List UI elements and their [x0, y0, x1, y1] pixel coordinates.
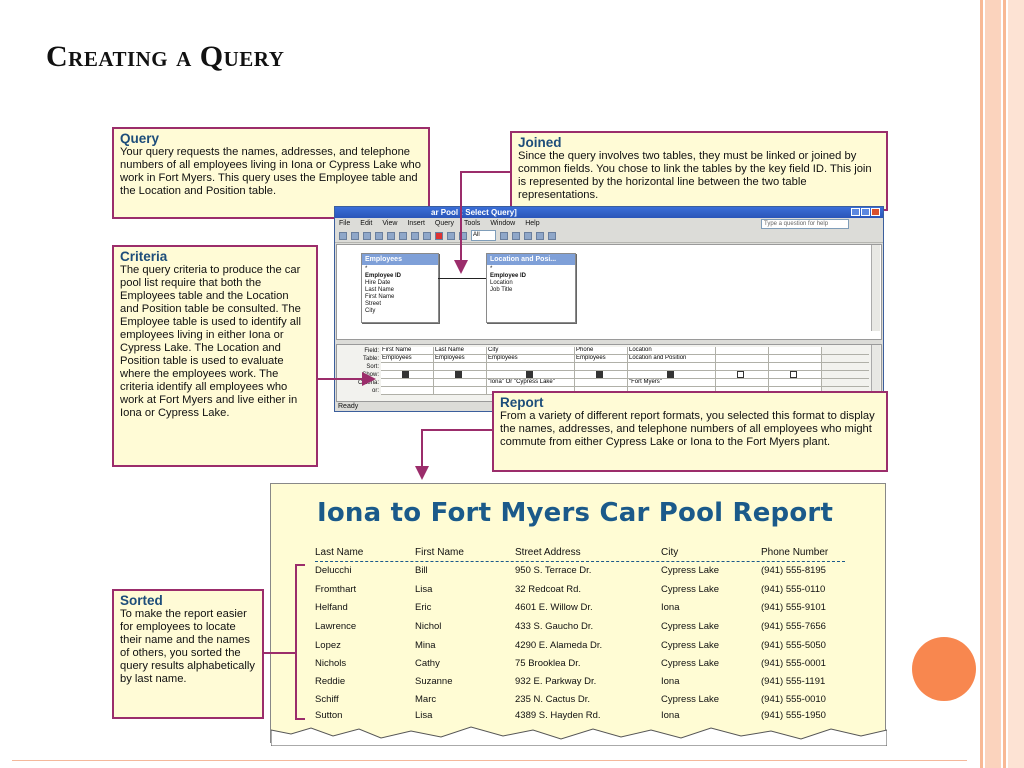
grid-cell: [716, 371, 769, 378]
help-search-input[interactable]: Type a question for help: [761, 219, 849, 229]
show-checkbox[interactable]: [596, 371, 603, 378]
field-list-item[interactable]: Last Name: [365, 287, 395, 293]
build-icon[interactable]: [512, 232, 520, 240]
menu-window[interactable]: Window: [490, 220, 516, 227]
sorted-callout: [112, 589, 264, 719]
grid-cell[interactable]: [769, 355, 822, 362]
table-design-pane: [336, 244, 882, 340]
column-header-street: Street Address: [515, 547, 581, 558]
menu-help[interactable]: Help: [525, 220, 540, 227]
cell-street: 235 N. Cactus Dr.: [515, 694, 590, 705]
cell-street: 32 Redcoat Rd.: [515, 584, 582, 595]
grid-cell[interactable]: [487, 363, 575, 370]
criteria-callout-text: The query criteria to produce the car pool list require that both the Employees table and the Location and Position table be consulted. The Employee table is used to identify all employees living in either Iona or Cypress Lake. The Location and Position table is used to evaluate where the employees work. The criteria identify all employees who work at Fort Myers and live either in Iona or Cypress Lake.: [120, 264, 301, 419]
column-header-last-name: Last Name: [315, 547, 364, 558]
grid-label: Table:: [362, 356, 379, 362]
grid-cell[interactable]: Employees: [381, 355, 434, 362]
field-list-item[interactable]: First Name: [365, 294, 395, 300]
grid-label: Show:: [362, 372, 379, 378]
cell-city: Cypress Lake: [661, 565, 720, 576]
database-window-icon[interactable]: [524, 232, 532, 240]
cell-last-name: Helfand: [315, 602, 348, 613]
cell-last-name: Lopez: [315, 640, 341, 651]
grid-cell[interactable]: Location and Position: [628, 355, 716, 362]
menu-bar: [335, 218, 883, 229]
cell-city: Cypress Lake: [661, 658, 720, 669]
grid-cell: [769, 371, 822, 378]
cell-first-name: Nichol: [415, 621, 442, 632]
cell-first-name: Cathy: [415, 658, 440, 669]
grid-cell[interactable]: [769, 363, 822, 370]
column-header-first-name: First Name: [415, 547, 464, 558]
show-checkbox[interactable]: [402, 371, 409, 378]
grid-cell: [434, 371, 487, 378]
minimize-icon[interactable]: [851, 208, 860, 216]
query-type-icon[interactable]: [423, 232, 431, 240]
grid-cell[interactable]: Last Name: [434, 347, 487, 354]
cell-city: Cypress Lake: [661, 694, 720, 705]
location-table-name: Location and Posi...: [487, 254, 575, 265]
grid-cell: [487, 371, 575, 378]
grid-cell[interactable]: [381, 379, 434, 386]
menu-edit[interactable]: Edit: [360, 220, 373, 227]
totals-icon[interactable]: [459, 232, 467, 240]
show-checkbox[interactable]: [667, 371, 674, 378]
cell-phone: (941) 555-7656: [761, 621, 826, 632]
grid-cell[interactable]: [434, 363, 487, 370]
run-icon[interactable]: [435, 232, 443, 240]
cell-last-name: Reddie: [315, 676, 346, 687]
cell-last-name: Sutton: [315, 710, 343, 721]
cell-last-name: Fromthart: [315, 584, 357, 595]
grid-cell[interactable]: [716, 347, 769, 354]
location-table-box[interactable]: [486, 253, 576, 323]
report-row: [271, 658, 887, 676]
cell-first-name: Lisa: [415, 710, 433, 721]
grid-cell[interactable]: [716, 355, 769, 362]
query-callout-text: Your query requests the names, addresses, and telephone numbers of all employees living in Iona or Cypress Lake who work in Fort Myers. This query uses the Employee table and the Location and Position table.: [120, 146, 421, 197]
menu-view[interactable]: View: [382, 220, 398, 227]
cell-street: 433 S. Gaucho Dr.: [515, 621, 594, 632]
cell-phone: (941) 555-0010: [761, 694, 826, 705]
field-list-item[interactable]: Hire Date: [365, 280, 391, 286]
window-titlebar[interactable]: [335, 207, 883, 218]
criteria-location-cell[interactable]: "Fort Myers": [628, 379, 716, 386]
column-header-city: City: [661, 547, 679, 558]
right-border-stripes: [980, 0, 1024, 768]
cell-first-name: Lisa: [415, 584, 433, 595]
grid-criteria-row: [381, 379, 869, 387]
query-toolbar: [335, 229, 883, 243]
cell-street: 4601 E. Willow Dr.: [515, 602, 593, 613]
grid-show-row: [381, 371, 869, 379]
report-row: [271, 584, 887, 602]
grid-table-row: [381, 355, 869, 363]
close-icon[interactable]: [871, 208, 880, 216]
field-list-item[interactable]: Street: [365, 301, 382, 307]
header-rule: [315, 561, 845, 562]
new-object-icon[interactable]: [536, 232, 544, 240]
grid-cell[interactable]: [769, 379, 822, 386]
grid-cell[interactable]: [434, 379, 487, 386]
grid-cell[interactable]: [575, 363, 628, 370]
grid-cell[interactable]: [381, 387, 434, 394]
grid-field-row: [381, 347, 869, 355]
undo-icon[interactable]: [411, 232, 419, 240]
cell-last-name: Lawrence: [315, 621, 357, 632]
cell-phone: (941) 555-9101: [761, 602, 826, 613]
grid-sort-row: [381, 363, 869, 371]
grid-label: Sort:: [366, 364, 379, 370]
show-checkbox[interactable]: [526, 371, 533, 378]
save-icon[interactable]: [351, 232, 359, 240]
report-row: [271, 565, 887, 583]
menu-insert[interactable]: Insert: [407, 220, 425, 227]
cell-city: Cypress Lake: [661, 640, 720, 651]
cell-city: Iona: [661, 710, 680, 721]
show-checkbox[interactable]: [737, 371, 744, 378]
criteria-callout: [112, 245, 318, 467]
grid-label: Criteria:: [357, 380, 379, 386]
grid-cell[interactable]: [575, 379, 628, 386]
field-list-item[interactable]: Job Title: [490, 287, 513, 293]
grid-cell[interactable]: Employees: [575, 355, 628, 362]
cell-last-name: Schiff: [315, 694, 339, 705]
show-table-icon[interactable]: [447, 232, 455, 240]
grid-cell[interactable]: Phone: [575, 347, 628, 354]
cell-city: Cypress Lake: [661, 621, 720, 632]
slide-title: Creating a Query: [46, 40, 285, 73]
cell-phone: (941) 555-8195: [761, 565, 826, 576]
joined-callout-title: Joined: [518, 135, 562, 150]
maximize-icon[interactable]: [861, 208, 870, 216]
help-icon[interactable]: [548, 232, 556, 240]
torn-paper-edge: [271, 712, 887, 746]
upper-scrollbar[interactable]: [871, 245, 880, 331]
cell-phone: (941) 555-1191: [761, 676, 826, 687]
cell-street: 932 E. Parkway Dr.: [515, 676, 597, 687]
join-line: [438, 278, 486, 279]
cell-street: 950 S. Terrace Dr.: [515, 565, 592, 576]
cell-phone: (941) 555-0110: [761, 584, 826, 595]
sorted-callout-text: To make the report easier for employees to locate their name and the names of others, you sorted the query results alphabetically by last name.: [120, 608, 255, 685]
employees-table-name: Employees: [362, 254, 438, 265]
paste-icon[interactable]: [399, 232, 407, 240]
grid-label: or:: [371, 388, 379, 394]
grid-cell[interactable]: [716, 363, 769, 370]
cell-first-name: Mina: [415, 640, 436, 651]
cell-phone: (941) 555-1950: [761, 710, 826, 721]
grid-cell[interactable]: [628, 363, 716, 370]
employees-table-box[interactable]: [361, 253, 439, 323]
field-list-item[interactable]: *: [365, 266, 368, 272]
cell-first-name: Marc: [415, 694, 437, 705]
cell-first-name: Eric: [415, 602, 432, 613]
column-header-phone: Phone Number: [761, 547, 829, 558]
menu-file[interactable]: File: [339, 220, 351, 227]
joined-callout-text: Since the query involves two tables, they must be linked or joined by common fields. You chose to link the tables by the key field ID. This join is represented by the horizontal line between the two table representations.: [518, 150, 872, 201]
joined-callout: [510, 131, 888, 211]
show-checkbox[interactable]: [455, 371, 462, 378]
cell-street: 4389 S. Hayden Rd.: [515, 710, 601, 721]
cell-first-name: Suzanne: [415, 676, 453, 687]
report-title: Iona to Fort Myers Car Pool Report: [317, 498, 834, 528]
grid-cell: [381, 371, 434, 378]
report-connector: [422, 430, 492, 478]
report-callout-title: Report: [500, 395, 544, 410]
report-row: [271, 640, 887, 658]
grid-cell[interactable]: First Name: [381, 347, 434, 354]
field-list-item[interactable]: Location: [490, 280, 513, 286]
design-grid: [381, 347, 869, 395]
report-callout: [492, 391, 888, 472]
grid-cell[interactable]: [769, 347, 822, 354]
report-callout-text: From a variety of different report formats, you selected this format to display the names, addresses, and telephone numbers of all employees who might commute from either Cypress Lake or Iona to the Fort Myers plant.: [500, 410, 875, 448]
grid-cell: [575, 371, 628, 378]
query-callout-title: Query: [120, 131, 160, 146]
field-list-item[interactable]: *: [490, 266, 493, 272]
cut-icon[interactable]: [375, 232, 383, 240]
report-row: [271, 676, 887, 694]
cell-city: Iona: [661, 602, 680, 613]
show-checkbox[interactable]: [790, 371, 797, 378]
copy-icon[interactable]: [387, 232, 395, 240]
grid-cell[interactable]: [434, 387, 487, 394]
menu-tools[interactable]: Tools: [463, 220, 481, 227]
grid-cell: [628, 371, 716, 378]
report-row: [271, 602, 887, 620]
cell-street: 4290 E. Alameda Dr.: [515, 640, 603, 651]
grid-cell[interactable]: Location: [628, 347, 716, 354]
window-title: ar Pool : Select Query]: [431, 208, 517, 217]
grid-cell[interactable]: City: [487, 347, 575, 354]
cell-first-name: Bill: [415, 565, 428, 576]
report-row: [271, 621, 887, 639]
cell-city: Iona: [661, 676, 680, 687]
sorted-callout-title: Sorted: [120, 593, 163, 608]
accent-circle: [912, 637, 976, 701]
criteria-callout-title: Criteria: [120, 249, 168, 264]
cell-phone: (941) 555-0001: [761, 658, 826, 669]
cell-street: 75 Brooklea Dr.: [515, 658, 581, 669]
top-values-select[interactable]: All: [471, 230, 496, 241]
view-icon[interactable]: [339, 232, 347, 240]
grid-label: Field:: [364, 348, 379, 354]
field-list-item[interactable]: City: [365, 308, 376, 314]
cell-last-name: Delucchi: [315, 565, 352, 576]
properties-icon[interactable]: [500, 232, 508, 240]
grid-cell[interactable]: [716, 379, 769, 386]
status-bar: Ready: [338, 403, 359, 410]
grid-cell[interactable]: [381, 363, 434, 370]
criteria-city-cell[interactable]: "Iona" Or "Cypress Lake": [487, 379, 575, 386]
cell-last-name: Nichols: [315, 658, 347, 669]
field-list-item[interactable]: Employee ID: [365, 273, 402, 279]
grid-cell[interactable]: Employees: [434, 355, 487, 362]
print-icon[interactable]: [363, 232, 371, 240]
cell-city: Cypress Lake: [661, 584, 720, 595]
field-list-item[interactable]: Employee ID: [490, 273, 527, 279]
menu-query[interactable]: Query: [434, 220, 454, 227]
access-query-window: [334, 206, 884, 412]
cell-phone: (941) 555-5050: [761, 640, 826, 651]
grid-row-labels: [339, 347, 379, 395]
footer-rule: [12, 760, 967, 761]
car-pool-report: [270, 483, 886, 743]
grid-cell[interactable]: Employees: [487, 355, 575, 362]
